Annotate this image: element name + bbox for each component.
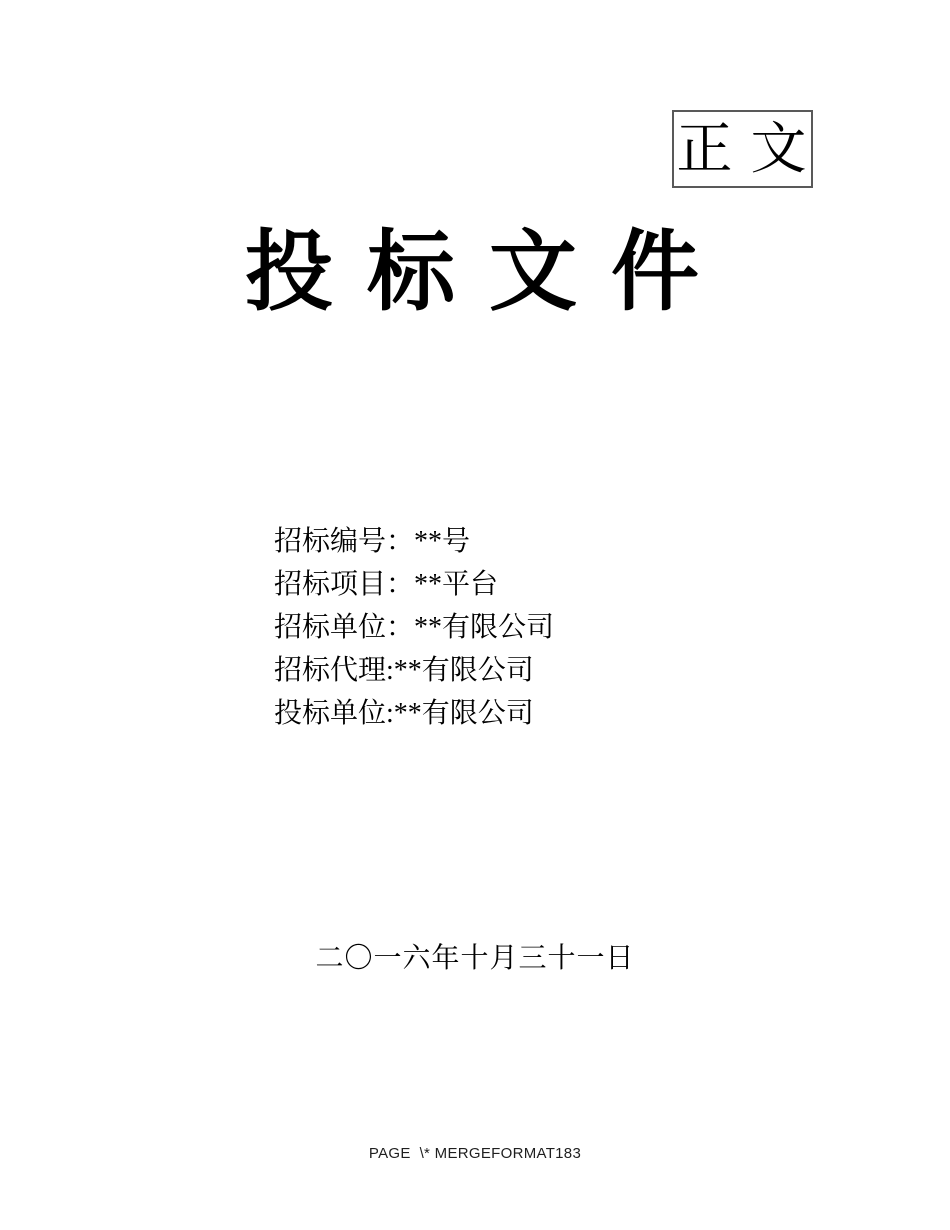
info-line-tender-number: 招标编号：**号 [274,526,471,557]
info-line-tender-agent: 招标代理:**有限公司 [274,655,534,686]
info-line-bidding-unit: 投标单位:**有限公司 [274,698,534,729]
bid-info-block [274,520,554,735]
date-line: 二〇一六年十月三十一日 [315,943,635,974]
main-text-stamp-box [672,110,813,188]
stamp-box-label: 正 文 [676,119,809,181]
document-title: 投 标 文 件 [244,225,705,322]
footer-page-field-code: PAGE \* MERGEFORMAT183 [368,1145,582,1162]
info-line-tender-project: 招标项目：**平台 [274,569,499,600]
info-line-tender-unit: 招标单位：**有限公司 [274,612,555,643]
